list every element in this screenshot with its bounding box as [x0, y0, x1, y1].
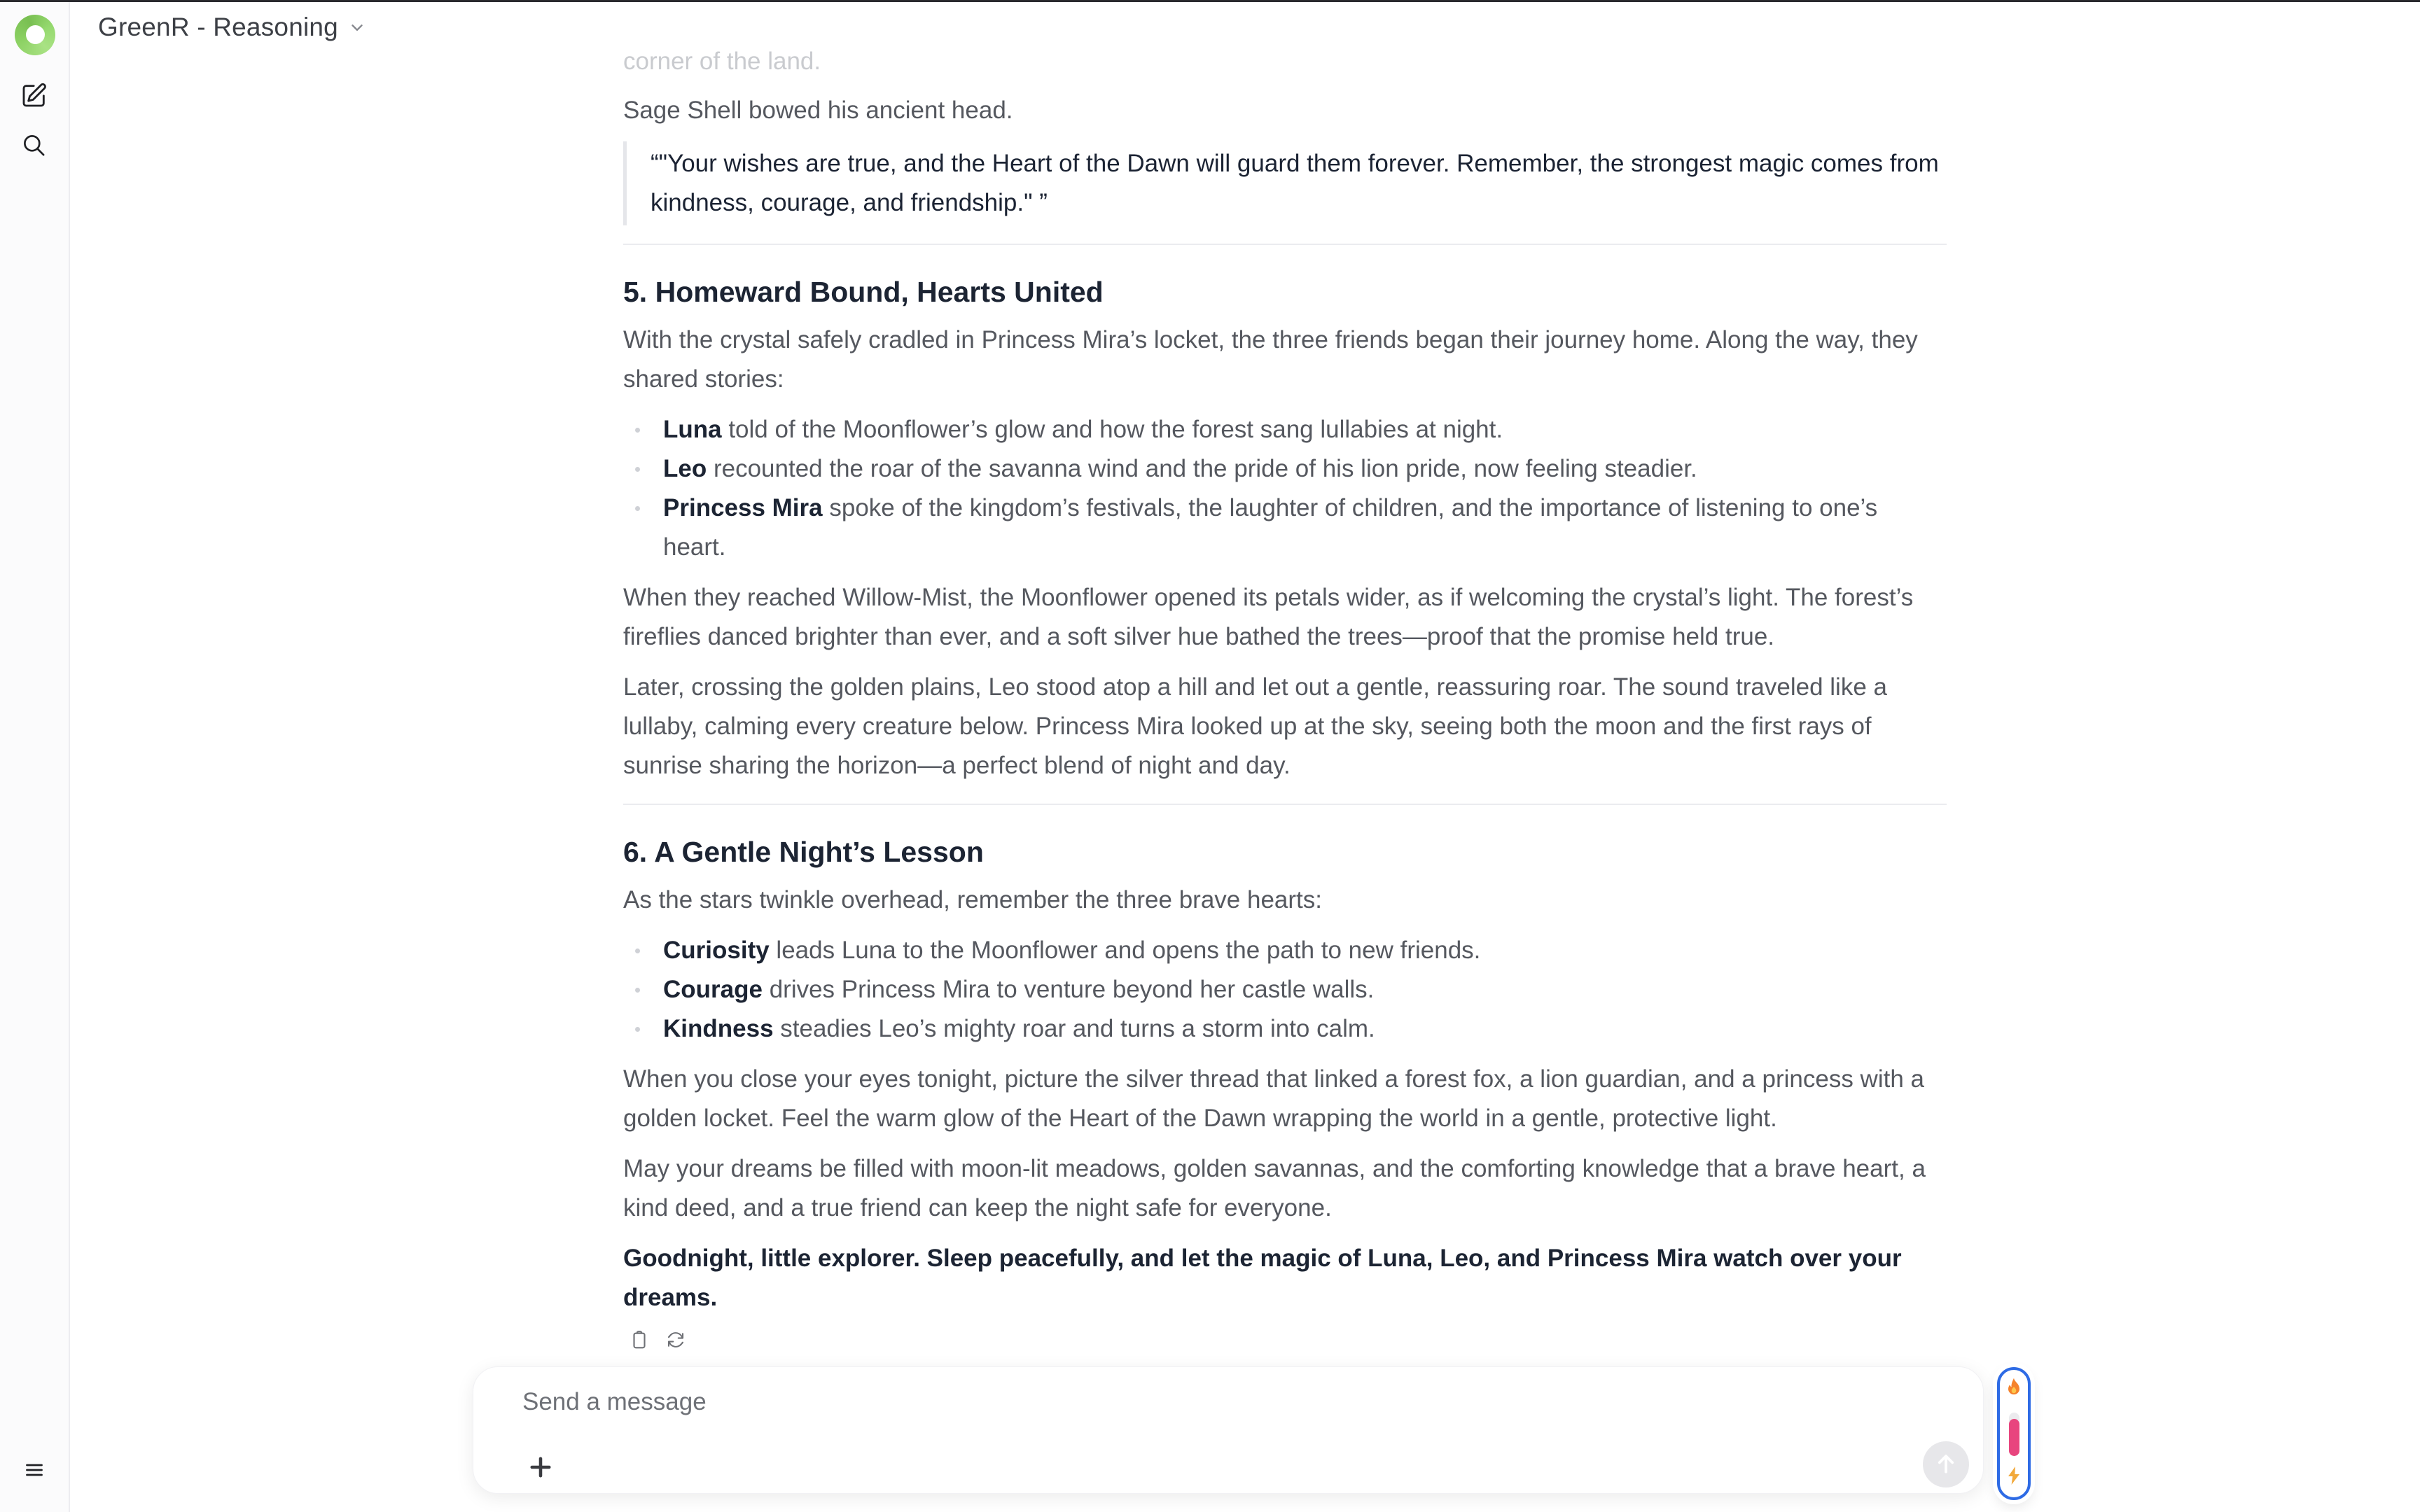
regenerate-icon	[665, 1329, 686, 1352]
temperature-slider-fill	[2009, 1419, 2019, 1456]
new-chat-icon	[20, 81, 48, 111]
message-actions	[626, 1327, 1947, 1354]
story-paragraph: Sage Shell bowed his ancient head.	[623, 97, 1013, 124]
arrow-up-icon	[1932, 1450, 1960, 1480]
search-button[interactable]	[18, 130, 51, 163]
story-blockquote	[623, 141, 1947, 225]
story-paragraph: When you close your eyes tonight, picture the silver thread that linked a forest fox, a lion guardian, and a princess with a golden locket. Feel the warm glow of the Heart of the Dawn wrapping the world in a gentle, protective light.	[623, 1065, 1924, 1132]
story-paragraph: May your dreams be filled with moon-lit meadows, golden savannas, and the comforting knowledge that a brave heart, a kind deed, and a true friend can keep the night safe for everyone.	[623, 1155, 1926, 1222]
list-item	[623, 410, 1947, 449]
page-title: GreenR - Reasoning	[98, 13, 338, 41]
bullet-term: Courage	[663, 976, 763, 1003]
blockquote-text: “"Your wishes are true, and the Heart of the Dawn will guard them forever. Remember, the strongest magic comes from kindness, courage, and friendship." ”	[651, 150, 1939, 216]
window-top-edge	[0, 0, 2420, 2]
bullet-dot	[635, 428, 640, 433]
bullet-dot	[635, 988, 640, 993]
bullet-term: Kindness	[663, 1015, 774, 1042]
bullet-text: told of the Moonflower’s glow and how the forest sang lullabies at night.	[721, 416, 1503, 443]
model-selector-button[interactable]	[98, 13, 366, 42]
story-paragraph: Later, crossing the golden plains, Leo stood atop a hill and let out a gentle, reassuring roar. The sound traveled like a lullaby, calming every creature below. Princess Mira looked up at the sky, seeing both the moon and the first rays of sunrise sharing the horizon—a perfect blend of night and day.	[623, 673, 1887, 779]
section-heading-5: 5. Homeward Bound, Hearts United	[623, 276, 1104, 308]
section-heading-6: 6. A Gentle Night’s Lesson	[623, 836, 984, 868]
list-item	[623, 931, 1947, 970]
bullet-dot	[635, 948, 640, 953]
story-list	[623, 410, 1947, 567]
bolt-icon	[2005, 1466, 2022, 1489]
chat-scroll-area[interactable]	[70, 0, 2420, 1512]
bullet-term: Princess Mira	[663, 494, 823, 522]
send-button[interactable]	[1923, 1441, 1969, 1488]
list-item	[623, 449, 1947, 489]
menu-button[interactable]	[18, 1454, 51, 1488]
bullet-term: Curiosity	[663, 937, 770, 964]
menu-icon	[24, 1460, 45, 1482]
clipped-scroll-line: corner of the land.	[623, 48, 821, 75]
composer	[473, 1366, 1984, 1494]
section-divider	[623, 804, 1947, 805]
assistant-message	[623, 0, 1947, 1354]
list-item	[623, 1009, 1947, 1049]
bullet-dot	[635, 1027, 640, 1032]
new-chat-button[interactable]	[18, 79, 51, 113]
bullet-dot	[635, 467, 640, 472]
story-paragraph: With the crystal safely cradled in Princess Mira’s locket, the three friends began their journey home. Along the way, they shared stories:	[623, 326, 1918, 393]
bullet-text: leads Luna to the Moonflower and opens the path to new friends.	[769, 937, 1481, 964]
story-list	[623, 931, 1947, 1049]
bullet-term: Leo	[663, 455, 707, 482]
bullet-dot	[635, 506, 640, 511]
list-item	[623, 489, 1947, 567]
regenerate-button[interactable]	[662, 1327, 689, 1354]
bullet-term: Luna	[663, 416, 722, 443]
bullet-text: recounted the roar of the savanna wind and the pride of his lion pride, now feeling steadier.	[707, 455, 1697, 482]
section-divider	[623, 244, 1947, 245]
story-paragraph: When they reached Willow-Mist, the Moonflower opened its petals wider, as if welcoming the crystal’s light. The forest’s fireflies danced brighter than ever, and a soft silver hue bathed the trees—proof that the promise held true.	[623, 584, 1914, 650]
temperature-widget[interactable]	[1997, 1367, 2031, 1500]
message-input[interactable]	[522, 1388, 1888, 1430]
copy-button[interactable]	[626, 1327, 653, 1354]
sidebar	[0, 0, 70, 1512]
list-item	[623, 970, 1947, 1009]
app-header	[98, 13, 366, 42]
bullet-text: steadies Leo’s mighty roar and turns a storm into calm.	[773, 1015, 1375, 1042]
story-paragraph: As the stars twinkle overhead, remember the three brave hearts:	[623, 886, 1322, 913]
chevron-down-icon	[348, 18, 366, 36]
search-icon	[21, 132, 48, 161]
bullet-text: spoke of the kingdom’s festivals, the laughter of children, and the importance of listening to one’s heart.	[663, 494, 1878, 561]
app-logo	[15, 15, 55, 55]
add-attachment-button[interactable]	[520, 1447, 562, 1489]
copy-icon	[629, 1329, 650, 1352]
flame-icon	[2004, 1377, 2024, 1403]
closing-line: Goodnight, little explorer. Sleep peacefully, and let the magic of Luna, Leo, and Princess Mira watch over your dreams.	[623, 1245, 1902, 1311]
temperature-slider[interactable]	[2009, 1413, 2019, 1456]
plus-icon	[526, 1452, 555, 1484]
bullet-text: drives Princess Mira to venture beyond her castle walls.	[762, 976, 1375, 1003]
